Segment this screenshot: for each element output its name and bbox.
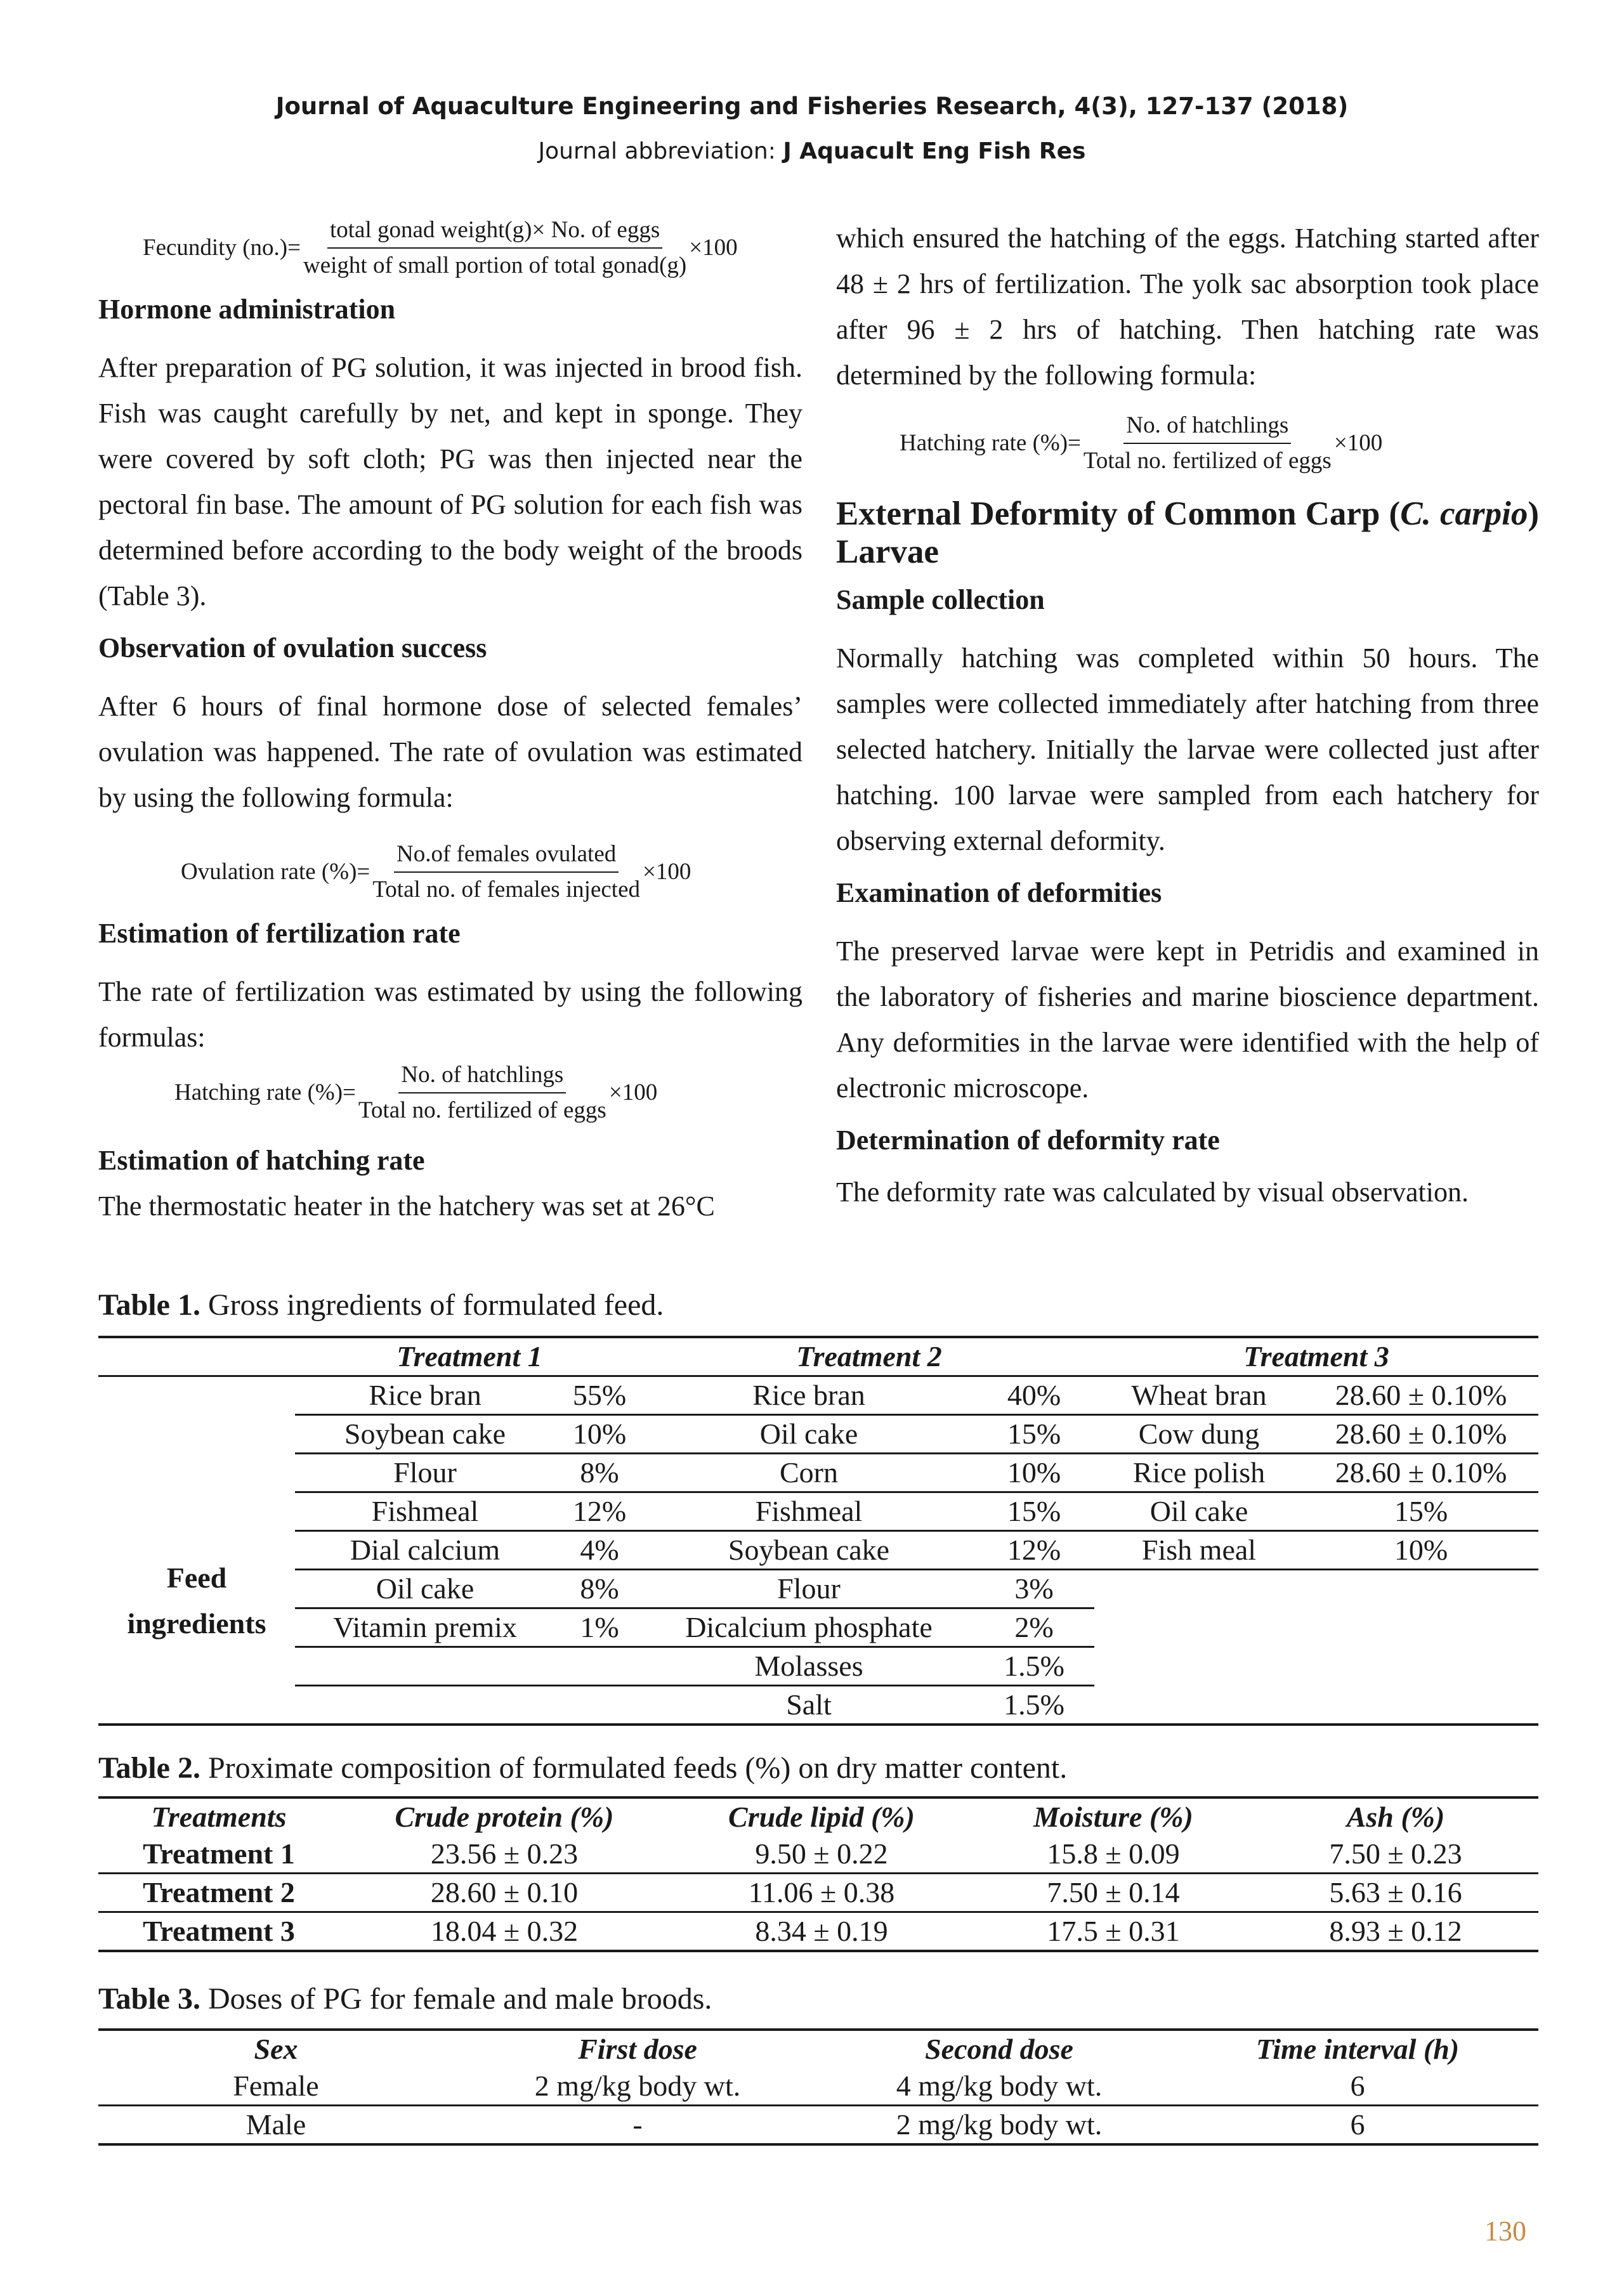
- table-cell: 7.50 ± 0.14: [974, 1874, 1253, 1912]
- table-cell: 4 mg/kg body wt.: [822, 2068, 1177, 2106]
- table-cell: 4%: [555, 1531, 644, 1570]
- row-label: [98, 1376, 295, 1725]
- table3-header: Time interval (h): [1255, 2033, 1460, 2065]
- table-cell: 18.04 ± 0.32: [339, 1912, 669, 1952]
- table-cell: [1094, 1608, 1304, 1647]
- page-number: 130: [1484, 2215, 1526, 2247]
- table-cell: [555, 1647, 644, 1686]
- table-cell: 1.5%: [974, 1686, 1094, 1725]
- ovulation-formula: Ovulation rate (%)= $\frac{\text{No.of females ovulated}}{\text{Total no. of females injected}}$ ×100: [181, 841, 691, 903]
- table-cell: [555, 1686, 644, 1725]
- journal-title: Journal of Aquaculture Engineering and Fisheries Research, 4(3), 127-137 (2018): [275, 93, 1349, 120]
- table-row: [98, 1376, 1538, 1415]
- table-row: [98, 1531, 1538, 1570]
- table-cell: Wheat bran: [1094, 1376, 1304, 1415]
- table-cell: 28.60 ± 0.10%: [1304, 1454, 1538, 1492]
- table1-body: [98, 1376, 1538, 1725]
- hatching-heading: Estimation of hatching rate: [98, 1145, 425, 1176]
- table2-caption: Table 2. Proximate composition of formulated feeds (%) on dry matter content.: [98, 1751, 1068, 1785]
- table-cell: [1094, 1686, 1304, 1725]
- table-cell: Soybean cake: [295, 1415, 555, 1454]
- table-cell: [1304, 1608, 1538, 1647]
- table-cell: Oil cake: [295, 1570, 555, 1608]
- table-row: [98, 1912, 1538, 1952]
- table-cell: Molasses: [644, 1647, 974, 1686]
- table-cell: 40%: [974, 1376, 1094, 1415]
- table-cell: 23.56 ± 0.23: [339, 1836, 669, 1874]
- table-cell: 28.60 ± 0.10%: [1304, 1415, 1538, 1454]
- table-row: [98, 1454, 1538, 1492]
- hormone-text: After preparation of PG solution, it was injected in brood fish. Fish was caught carefully by net, and kept in sponge. They were covered by soft cloth; PG was then injected near the pectoral fin base. The amount of PG solution for each fish was determined before according to the body weight of the broods (Table 3).: [98, 352, 802, 611]
- table-cell: Rice bran: [295, 1376, 555, 1415]
- fertilization-text: The rate of fertilization was estimated by using the following formulas:: [98, 976, 802, 1053]
- table1-header: Treatment 2: [644, 1337, 1094, 1376]
- table-cell: 12%: [974, 1531, 1094, 1570]
- table-row: [98, 2106, 1538, 2145]
- table-cell: 10%: [1304, 1531, 1538, 1570]
- hormone-heading: Hormone administration: [98, 294, 396, 325]
- table-cell: Soybean cake: [644, 1531, 974, 1570]
- table-cell: [1304, 1647, 1538, 1686]
- table-cell: 8.34 ± 0.19: [669, 1912, 974, 1952]
- table-cell: [1094, 1570, 1304, 1608]
- table-cell: 15%: [1304, 1492, 1538, 1531]
- ovulation-heading: Observation of ovulation success: [98, 632, 487, 663]
- left-column: [98, 216, 802, 1229]
- table2-header: Crude protein (%): [395, 1801, 614, 1833]
- table-cell: 10%: [555, 1415, 644, 1454]
- table3-body: [98, 2068, 1538, 2144]
- table-row: [98, 1647, 1538, 1686]
- row-label-line: Feed: [166, 1562, 227, 1594]
- table-cell: Oil cake: [1094, 1492, 1304, 1531]
- table-row: [98, 2068, 1538, 2106]
- table-cell: 55%: [555, 1376, 644, 1415]
- table2-header: Crude lipid (%): [728, 1801, 915, 1833]
- table-cell: Treatment 3: [98, 1912, 339, 1952]
- table-row: [98, 1415, 1538, 1454]
- fertilization-formula: Hatching rate (%)= $\frac{\text{No. of hatchlings}}{\text{Total no. fertilized of eggs}}$ ×100: [174, 1062, 658, 1123]
- table-cell: 8%: [555, 1570, 644, 1608]
- table-cell: 17.5 ± 0.31: [974, 1912, 1253, 1952]
- ovulation-text: After 6 hours of final hormone dose of selected females’ ovulation was happened. The rate of ovulation was estimated by using the following formula:: [98, 691, 802, 813]
- table2-body: [98, 1836, 1538, 1951]
- right-column: [836, 216, 1539, 1215]
- table2: [98, 1796, 1538, 1952]
- table-cell: Rice polish: [1094, 1454, 1304, 1492]
- table-cell: [1304, 1686, 1538, 1725]
- table-cell: 1%: [555, 1608, 644, 1647]
- sample-heading: Sample collection: [836, 584, 1045, 615]
- table1-caption: Table 1. Gross ingredients of formulated feed.: [98, 1288, 664, 1322]
- table-cell: 7.50 ± 0.23: [1253, 1836, 1538, 1874]
- table-cell: -: [454, 2106, 822, 2145]
- table2-header: Ash (%): [1346, 1801, 1445, 1833]
- table-cell: 5.63 ± 0.16: [1253, 1874, 1538, 1912]
- table-cell: 10%: [974, 1454, 1094, 1492]
- row-label-line: ingredients: [127, 1607, 266, 1640]
- table-cell: 28.60 ± 0.10: [339, 1874, 669, 1912]
- table-cell: 2 mg/kg body wt.: [822, 2106, 1177, 2145]
- table-cell: 9.50 ± 0.22: [669, 1836, 974, 1874]
- table-cell: [1304, 1570, 1538, 1608]
- table-cell: 15%: [974, 1415, 1094, 1454]
- table3-header: Second dose: [925, 2033, 1073, 2065]
- table-row: [98, 1608, 1538, 1647]
- table-cell: 6: [1177, 2106, 1538, 2145]
- table1: [98, 1336, 1538, 1726]
- table-cell: Flour: [644, 1570, 974, 1608]
- table-cell: Treatment 1: [98, 1836, 339, 1874]
- table-cell: 3%: [974, 1570, 1094, 1608]
- table-row: [98, 1492, 1538, 1531]
- table-cell: 15.8 ± 0.09: [974, 1836, 1253, 1874]
- table-cell: Flour: [295, 1454, 555, 1492]
- section-title: External Deformity of Common Carp (C. carpio) Larvae: [836, 495, 1539, 570]
- table-cell: 15%: [974, 1492, 1094, 1531]
- table2-header: Treatments: [151, 1801, 287, 1833]
- table-cell: 2 mg/kg body wt.: [454, 2068, 822, 2106]
- table-cell: [1094, 1647, 1304, 1686]
- table3-caption: Table 3. Doses of PG for female and male broods.: [98, 1982, 712, 2016]
- table2-header: Moisture (%): [1033, 1801, 1193, 1833]
- table-cell: Fishmeal: [644, 1492, 974, 1531]
- table-cell: [295, 1686, 555, 1725]
- table3-header: First dose: [578, 2033, 697, 2065]
- table-cell: 28.60 ± 0.10%: [1304, 1376, 1538, 1415]
- table-cell: [295, 1647, 555, 1686]
- table-cell: 1.5%: [974, 1647, 1094, 1686]
- table-cell: Rice bran: [644, 1376, 974, 1415]
- examination-text: The preserved larvae were kept in Petridis and examined in the laboratory of fisheries and marine bioscience department. Any deformities in the larvae were identified with the help of electronic microscope.: [836, 936, 1539, 1104]
- hatching-formula: Hatching rate (%)= $\frac{\text{No. of hatchlings}}{\text{Total no. fertilized of eggs}}$ ×100: [900, 412, 1383, 474]
- table-cell: 11.06 ± 0.38: [669, 1874, 974, 1912]
- table3: [98, 2028, 1538, 2146]
- table-cell: 6: [1177, 2068, 1538, 2106]
- table-cell: Vitamin premix: [295, 1608, 555, 1647]
- table-cell: Salt: [644, 1686, 974, 1725]
- determination-heading: Determination of deformity rate: [836, 1125, 1220, 1156]
- table-cell: 8.93 ± 0.12: [1253, 1912, 1538, 1952]
- table3-header: Sex: [254, 2033, 298, 2065]
- examination-heading: Examination of deformities: [836, 877, 1162, 908]
- table-cell: Dial calcium: [295, 1531, 555, 1570]
- fecundity-formula: Fecundity (no.)= $\frac{\text{total gonad weight(g)× No. of eggs}}{\text{weight of small portion of total gonad(g)}}$ ×100: [143, 217, 738, 278]
- table-row: [98, 1836, 1538, 1874]
- sample-text: Normally hatching was completed within 50 hours. The samples were collected immediately after hatching from three selected hatchery. Initially the larvae were collected just after hatching. 100 larvae were sampled from each hatchery for observing external deformity.: [836, 642, 1539, 856]
- table1-header: Treatment 3: [1094, 1337, 1538, 1376]
- table-cell: Cow dung: [1094, 1415, 1304, 1454]
- table-cell: Female: [98, 2068, 454, 2106]
- table-row: [98, 1570, 1538, 1608]
- table-cell: Dicalcium phosphate: [644, 1608, 974, 1647]
- hatching-text: The thermostatic heater in the hatchery was set at 26°C: [98, 1190, 715, 1222]
- table1-header: Treatment 1: [295, 1337, 644, 1376]
- table-cell: Fish meal: [1094, 1531, 1304, 1570]
- table-cell: Corn: [644, 1454, 974, 1492]
- table-cell: Oil cake: [644, 1415, 974, 1454]
- journal-abbreviation: Journal abbreviation: J Aquacult Eng Fish Res: [538, 138, 1086, 164]
- table-cell: 8%: [555, 1454, 644, 1492]
- determination-text: The deformity rate was calculated by visual observation.: [836, 1177, 1469, 1208]
- table-row: [98, 1686, 1538, 1725]
- table-row: [98, 1874, 1538, 1912]
- fertilization-heading: Estimation of fertilization rate: [98, 918, 461, 949]
- table-cell: Treatment 2: [98, 1874, 339, 1912]
- table-cell: 2%: [974, 1608, 1094, 1647]
- table-cell: Male: [98, 2106, 454, 2145]
- continuation-text: which ensured the hatching of the eggs. Hatching started after 48 ± 2 hrs of fertilization. The yolk sac absorption took place after 96 ± 2 hrs of hatching. Then hatching rate was determined by the following formula:: [836, 223, 1539, 391]
- table-cell: Fishmeal: [295, 1492, 555, 1531]
- table-cell: 12%: [555, 1492, 644, 1531]
